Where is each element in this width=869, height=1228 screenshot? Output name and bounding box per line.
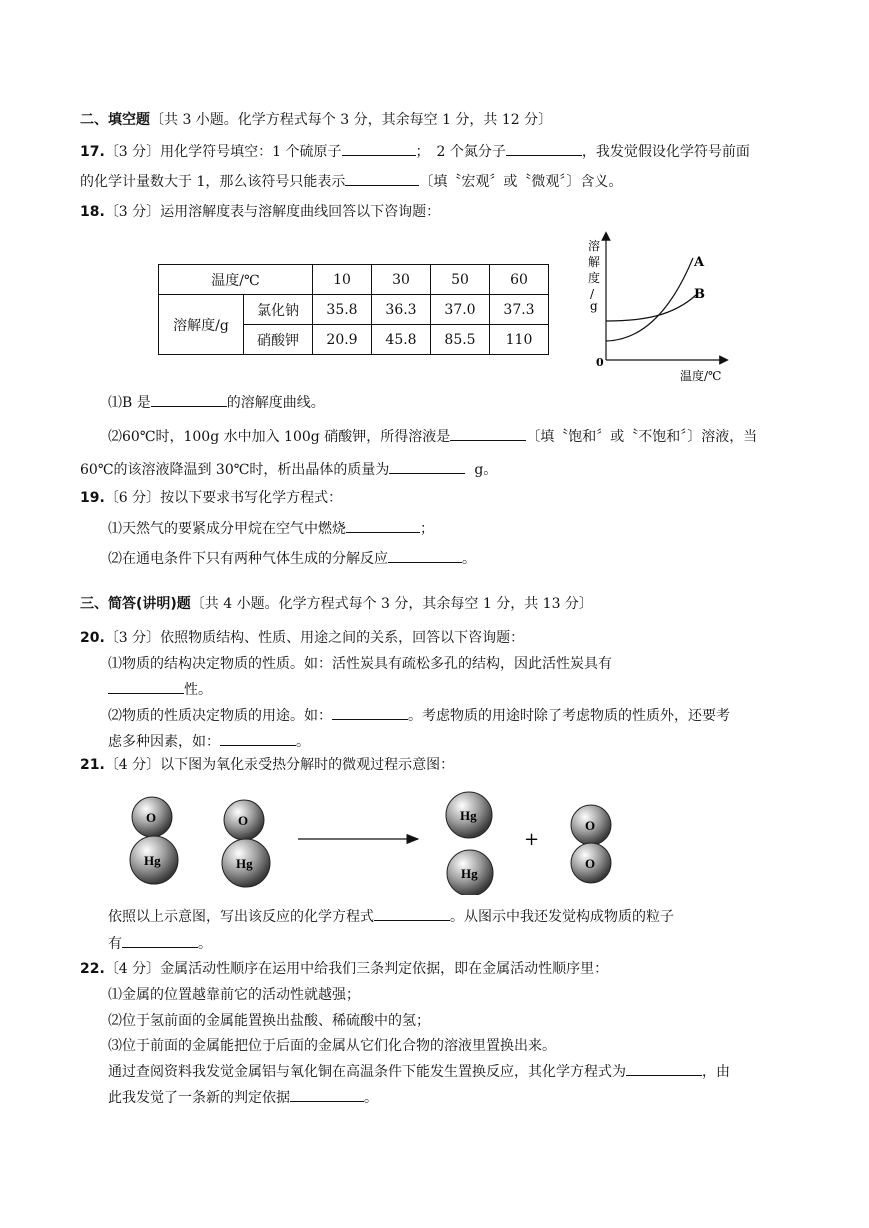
q22-number: 22. (80, 961, 105, 977)
table-row (159, 295, 549, 325)
section-3-title: 三、简答(讲明)题 (80, 596, 191, 612)
q21-p2-text-a: 有 (108, 936, 122, 952)
atom-label: Hg (236, 856, 253, 871)
q18-part-2 (108, 426, 757, 447)
q20-p2-text-b: 。考虑物质的用途时除了考虑物质的性质外，还要考 (408, 708, 730, 724)
q20-part-2 (108, 705, 730, 726)
table-cell: 10 (313, 265, 372, 295)
solubility-table (158, 264, 549, 355)
q18-line-1 (80, 202, 440, 222)
q20-p1-text-b: 性。 (184, 682, 212, 698)
atom-label: O (585, 818, 596, 833)
y-label-char: 溶 (588, 239, 601, 253)
q18-p1-text-b: 的溶解度曲线。 (226, 395, 325, 411)
q21-line-1 (80, 755, 454, 775)
mercury-oxide-decomposition-diagram (120, 785, 640, 895)
q21-p1-text-a: 依照以上示意图，写出该反应的化学方程式 (108, 909, 374, 925)
q21-p2-text-b: 。 (198, 936, 212, 952)
q19-p2-text-b: 。 (462, 551, 476, 567)
table-row (159, 265, 549, 295)
table-cell: 110 (490, 325, 549, 355)
q22-rule-1: ⑴金属的位置越靠前它的活动性就越强； (108, 987, 360, 1003)
q22-rule-2: ⑵位于氢前面的金属能置换出盐酸、稀硫酸中的氢； (108, 1013, 430, 1029)
q22-p1-text-a: 通过查阅资料我发觉金属铝与氧化铜在高温条件下能发生置换反应，其化学方程式为 (108, 1064, 626, 1080)
y-label-char: / (590, 287, 595, 301)
q19-number: 19. (80, 490, 105, 506)
q22-line-1 (80, 959, 608, 979)
table-row-name: 氯化钠 (244, 295, 313, 325)
section-2-title: 二、填空题 (80, 112, 150, 128)
q20-line-1 (80, 628, 524, 648)
q22-part-2 (108, 1087, 378, 1108)
q22-blank-1[interactable] (626, 1061, 702, 1076)
q22-p2-text-a: 此我发觉了一条新的判定依据 (108, 1090, 290, 1106)
atom-label: Hg (461, 866, 478, 881)
q17-text-a: 〔3 分〕用化学符号填空：1 个硫原子 (104, 144, 342, 160)
q22-text: 〔4 分〕金属活动性顺序在运用中给我们三条判定依据，即在金属活动性顺序里： (104, 961, 609, 977)
q20-blank-2[interactable] (332, 705, 408, 720)
q20-blank-1[interactable] (108, 679, 184, 694)
q17-text-e: 〔填〝宏观〞或〝微观〞〕含义。 (419, 174, 623, 190)
table-row-name: 硝酸钾 (244, 325, 313, 355)
q19-p1-text-a: ⑴天然气的要紧成分甲烷在空气中燃烧 (108, 521, 346, 537)
q22-p1-text-b: ，由 (702, 1064, 730, 1080)
q19-p2-text-a: ⑵在通电条件下只有两种气体生成的分解反应 (108, 551, 388, 567)
q21-part-1 (108, 906, 674, 927)
atom-label: Hg (144, 853, 161, 868)
q21-blank-1[interactable] (374, 906, 450, 921)
q18-p3-text-b: g。 (474, 462, 498, 478)
q18-blank-1[interactable] (151, 392, 227, 407)
section-3-heading (80, 594, 593, 614)
q22-rule-3: ⑶位于前面的金属能把位于后面的金属从它们化合物的溶液里置换出来。 (108, 1038, 556, 1054)
section-2-note: 〔共 3 小题。化学方程式每个 3 分，其余每空 1 分，共 12 分〕 (150, 112, 553, 128)
q17-number: 17. (80, 144, 105, 160)
q20-p3-text-b: 。 (296, 734, 310, 750)
q20-text: 〔3 分〕依照物质结构、性质、用途之间的关系，回答以下咨询题： (104, 630, 525, 646)
q17-blank-2[interactable] (506, 141, 582, 156)
q21-blank-2[interactable] (122, 933, 198, 948)
q17-line-2 (80, 171, 622, 192)
q18-part-3 (80, 459, 497, 480)
table-cell: 50 (431, 265, 490, 295)
curve-a-label: A (694, 255, 705, 270)
y-label-char: 解 (588, 255, 601, 269)
q17-text-b: ； 2 个氮分子 (415, 144, 506, 160)
q19-blank-2[interactable] (388, 548, 462, 563)
q20-p1-text: ⑴物质的结构决定物质的性质。如：活性炭具有疏松多孔的结构，因此活性炭具有 (108, 656, 612, 672)
curve-b (606, 295, 696, 321)
table-cell: 37.3 (490, 295, 549, 325)
q21-p1-text-b: 。从图示中我还发觉构成物质的粒子 (450, 909, 674, 925)
table-cell: 30 (372, 265, 431, 295)
q20-part-3 (108, 731, 310, 752)
table-row-group-label: 溶解度/g (159, 295, 244, 355)
q18-p1-text-a: ⑴B 是 (108, 395, 151, 411)
section-2-heading (80, 110, 552, 130)
table-cell: 37.0 (431, 295, 490, 325)
q21-text: 〔4 分〕以下图为氧化汞受热分解时的微观过程示意图： (104, 757, 455, 773)
q18-number: 18. (80, 204, 105, 220)
q20-part-1-cont (108, 679, 212, 700)
q19-blank-1[interactable] (346, 518, 420, 533)
q19-text: 〔6 分〕按以下要求书写化学方程式： (104, 490, 343, 506)
origin-label: 0 (596, 356, 604, 369)
table-cell: 85.5 (431, 325, 490, 355)
q18-blank-3[interactable] (389, 459, 465, 474)
q18-p2-text-b: 〔填〝饱和〞或〝不饱和〞〕溶液，当 (526, 429, 758, 445)
q20-part-1 (108, 654, 612, 674)
plus-sign: + (524, 829, 540, 850)
table-cell: 60 (490, 265, 549, 295)
q20-number: 20. (80, 630, 105, 646)
q20-p3-text-a: 虑多种因素，如： (108, 734, 220, 750)
q18-p3-text-a: 60℃的该溶液降温到 30℃时，析出晶体的质量为 (80, 462, 390, 478)
y-label-char: 度 (588, 271, 601, 285)
q17-text-d: 的化学计量数大于 1，那么该符号只能表示 (80, 174, 346, 190)
q17-blank-1[interactable] (342, 141, 416, 156)
q22-blank-2[interactable] (290, 1087, 364, 1102)
table-cell: 20.9 (313, 325, 372, 355)
atom-label: O (238, 813, 249, 828)
table-cell: 35.8 (313, 295, 372, 325)
q19-part-2 (108, 548, 476, 569)
q22-part-1 (108, 1061, 730, 1082)
curve-a (606, 258, 693, 341)
solubility-curve-graph (578, 228, 738, 388)
q21-number: 21. (80, 757, 105, 773)
q21-part-2 (108, 933, 212, 954)
q19-line-1 (80, 488, 342, 508)
atom-label: O (585, 856, 596, 871)
q18-blank-2[interactable] (450, 426, 526, 441)
q17-text-c: ，我发觉假设化学符号前面 (581, 144, 750, 160)
q18-part-1 (108, 392, 325, 413)
q19-part-1 (108, 518, 434, 539)
q18-p2-text-a: ⑵60℃时，100g 水中加入 100g 硝酸钾，所得溶液是 (108, 429, 451, 445)
q17-line-1 (80, 141, 750, 162)
table-cell: 36.3 (372, 295, 431, 325)
q19-p1-text-b: ； (420, 521, 434, 537)
q20-p2-text-a: ⑵物质的性质决定物质的用途。如： (108, 708, 332, 724)
q22-p2-text-b: 。 (364, 1090, 378, 1106)
q17-blank-3[interactable] (345, 171, 419, 186)
curve-b-label: B (694, 287, 705, 302)
table-cell: 45.8 (372, 325, 431, 355)
atom-label: O (146, 810, 157, 825)
section-3-note: 〔共 4 小题。化学方程式每个 3 分，其余每空 1 分，共 13 分〕 (190, 596, 593, 612)
x-axis-label: 温度/℃ (680, 369, 722, 383)
y-label-char: g (590, 299, 598, 313)
q18-text: 〔3 分〕运用溶解度表与溶解度曲线回答以下咨询题： (104, 204, 441, 220)
q20-blank-3[interactable] (220, 731, 296, 746)
atom-label: Hg (460, 808, 477, 823)
table-header-temp: 温度/℃ (159, 265, 313, 295)
